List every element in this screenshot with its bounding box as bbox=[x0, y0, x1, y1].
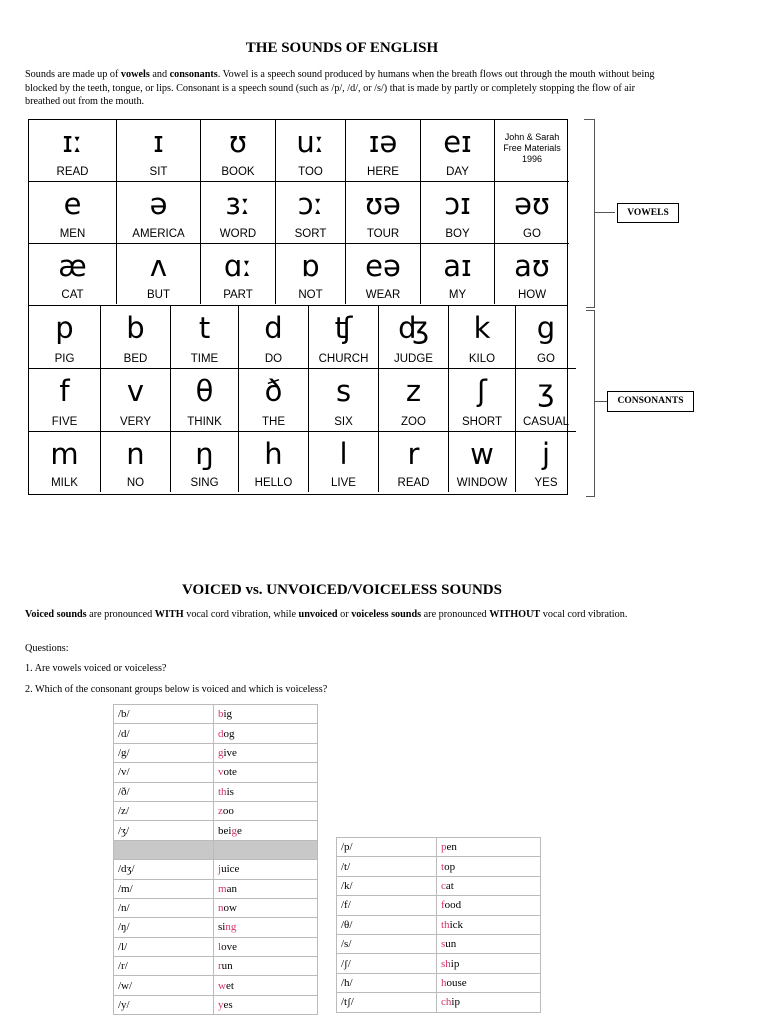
ipa-cell: /h/ bbox=[337, 973, 437, 992]
word-rest: og bbox=[223, 727, 235, 740]
consonant-cell bbox=[101, 432, 171, 492]
example-word: MY bbox=[448, 289, 467, 301]
vowel-cell bbox=[117, 182, 201, 244]
ipa-cell: /f/ bbox=[337, 896, 437, 915]
word-rest: es bbox=[223, 999, 233, 1012]
example-word: MEN bbox=[59, 228, 86, 240]
word-rest: ow bbox=[223, 902, 237, 915]
voiceless-consonants-table bbox=[336, 837, 541, 1013]
consonant-cell bbox=[101, 306, 171, 369]
consonant-cell bbox=[239, 432, 309, 492]
example-word: AMERICA bbox=[132, 228, 185, 240]
ipa-symbol: ɪ bbox=[153, 125, 164, 159]
word-rest: op bbox=[444, 860, 456, 873]
example-word: JUDGE bbox=[394, 353, 433, 365]
example-word: FIVE bbox=[51, 416, 78, 428]
example-word: TIME bbox=[190, 353, 219, 365]
voiced-definition: Voiced sounds are pronounced WITH vocal cord vibration, while unvoiced or voiceless sounds are pronounced WITHOUT vocal cord vibration. bbox=[25, 609, 628, 620]
vowel-cell bbox=[421, 182, 495, 244]
highlighted-letters: sh bbox=[441, 957, 451, 970]
consonant-chart bbox=[28, 306, 568, 495]
word-rest: ove bbox=[221, 940, 237, 953]
example-word: WINDOW bbox=[456, 477, 508, 489]
ipa-cell: /b/ bbox=[114, 705, 214, 724]
example-word: SIX bbox=[334, 416, 353, 428]
example-word: TOO bbox=[298, 166, 323, 178]
word-rest: ote bbox=[223, 766, 237, 779]
ipa-cell: /n/ bbox=[114, 898, 214, 917]
example-word: HOW bbox=[517, 289, 547, 301]
ipa-cell: /ð/ bbox=[114, 782, 214, 801]
table-row bbox=[114, 918, 318, 937]
vowel-cell bbox=[421, 120, 495, 182]
ipa-symbol: ʒ bbox=[537, 374, 555, 408]
ipa-cell: /s/ bbox=[337, 934, 437, 953]
example-word-cell bbox=[214, 918, 318, 937]
ipa-symbol: l bbox=[339, 437, 348, 471]
ipa-cell: /v/ bbox=[114, 763, 214, 782]
example-word: GO bbox=[537, 353, 555, 365]
consonant-cell bbox=[239, 369, 309, 432]
example-word-cell bbox=[214, 801, 318, 820]
consonant-cell bbox=[171, 306, 239, 369]
example-word: SING bbox=[190, 477, 219, 489]
example-word: GO bbox=[523, 228, 541, 240]
table-row bbox=[114, 879, 318, 898]
ipa-cell bbox=[114, 840, 214, 859]
example-word: CASUAL bbox=[522, 416, 570, 428]
ipa-cell: /ʒ/ bbox=[114, 821, 214, 840]
credit-text: John & Sarah Free Materials 1996 bbox=[503, 132, 561, 164]
consonant-cell bbox=[309, 432, 379, 492]
table-row bbox=[337, 993, 541, 1012]
example-word-cell bbox=[214, 937, 318, 956]
example-word: NO bbox=[126, 477, 145, 489]
consonant-cell bbox=[379, 369, 449, 432]
highlighted-letters: r bbox=[218, 960, 222, 973]
ipa-symbol: p bbox=[55, 311, 74, 345]
vowel-cell bbox=[276, 182, 346, 244]
word-rest: is bbox=[226, 785, 234, 798]
word-rest: uice bbox=[221, 863, 240, 876]
intro-paragraph: Sounds are made up of vowels and consonants. Vowel is a speech sound produced by humans when the breath flows out through the mouth without being blocked by the teeth, tongue, or lips. Consonant is a speech sound (such as /p/, /d/, or /s/) that is made by partly or completely stopping the flow of air breathed out from the mouth. bbox=[25, 69, 655, 108]
example-word: READ bbox=[56, 166, 89, 178]
word-rest: ick bbox=[449, 918, 464, 931]
table-row bbox=[337, 954, 541, 973]
word-rest: un bbox=[221, 960, 233, 973]
ipa-symbol: ʊə bbox=[365, 187, 401, 221]
page-title: THE SOUNDS OF ENGLISH bbox=[245, 40, 439, 56]
ipa-symbol: g bbox=[536, 311, 556, 345]
highlighted-letters: ng bbox=[225, 921, 237, 934]
example-word-cell bbox=[214, 840, 318, 859]
consonant-cell bbox=[29, 306, 101, 369]
example-word: CHURCH bbox=[318, 353, 369, 365]
vowel-cell bbox=[495, 244, 569, 304]
highlighted-letters: p bbox=[441, 841, 447, 854]
consonant-cell bbox=[309, 369, 379, 432]
example-word-cell bbox=[437, 915, 541, 934]
highlighted-letters: v bbox=[218, 766, 224, 779]
table-row bbox=[114, 724, 318, 743]
table-row bbox=[114, 821, 318, 840]
ipa-symbol: ə bbox=[149, 187, 168, 221]
ipa-symbol: r bbox=[407, 437, 420, 471]
consonant-cell bbox=[449, 432, 516, 492]
vowel-cell bbox=[346, 244, 421, 304]
vowel-cell bbox=[29, 244, 117, 304]
example-word: SIT bbox=[149, 166, 168, 178]
ipa-symbol: eɪ bbox=[443, 125, 472, 159]
example-word-cell bbox=[214, 957, 318, 976]
word-rest: ip bbox=[450, 957, 460, 970]
consonant-cell bbox=[516, 369, 576, 432]
ipa-symbol: ɔː bbox=[297, 187, 324, 221]
example-word: MILK bbox=[51, 477, 78, 489]
questions-label: Questions: bbox=[25, 643, 69, 654]
ipa-symbol: d bbox=[264, 311, 283, 345]
highlighted-letters: z bbox=[218, 805, 223, 818]
table-row bbox=[114, 743, 318, 762]
example-word: BUT bbox=[147, 289, 170, 301]
word-rest: un bbox=[445, 938, 457, 951]
vowel-cell bbox=[117, 244, 201, 304]
vowel-cell bbox=[421, 244, 495, 304]
example-word-cell bbox=[214, 860, 318, 879]
ipa-cell: /ŋ/ bbox=[114, 918, 214, 937]
ipa-symbol: ɒ bbox=[301, 249, 320, 283]
ipa-symbol: ŋ bbox=[195, 437, 214, 471]
example-word: KILO bbox=[468, 353, 496, 365]
word-rest: en bbox=[446, 841, 457, 854]
consonant-cell bbox=[101, 369, 171, 432]
word-rest: e bbox=[236, 824, 242, 837]
word-prefix: si bbox=[218, 921, 226, 934]
ipa-cell: /tʃ/ bbox=[337, 993, 437, 1012]
ipa-cell: /θ/ bbox=[337, 915, 437, 934]
consonant-bracket bbox=[586, 310, 595, 497]
table-row bbox=[337, 838, 541, 857]
example-word-cell bbox=[214, 743, 318, 762]
example-word: TOUR bbox=[366, 228, 400, 240]
highlighted-letters: t bbox=[441, 860, 445, 873]
example-word-cell bbox=[214, 995, 318, 1014]
vowel-cell bbox=[276, 244, 346, 304]
ipa-symbol: aʊ bbox=[514, 249, 550, 283]
example-word: HELLO bbox=[254, 477, 293, 489]
ipa-cell: /ʃ/ bbox=[337, 954, 437, 973]
word-prefix: bei bbox=[218, 824, 232, 837]
example-word: READ bbox=[397, 477, 430, 489]
vowel-bracket-pointer bbox=[595, 212, 615, 213]
ipa-cell: /l/ bbox=[114, 937, 214, 956]
vowels-label: VOWELS bbox=[617, 203, 679, 223]
vowel-cell bbox=[117, 120, 201, 182]
table-row bbox=[114, 801, 318, 820]
highlighted-letters: th bbox=[441, 918, 450, 931]
example-word-cell bbox=[214, 976, 318, 995]
vowel-cell bbox=[346, 182, 421, 244]
ipa-cell: /w/ bbox=[114, 976, 214, 995]
example-word-cell bbox=[214, 705, 318, 724]
ipa-symbol: uː bbox=[296, 125, 325, 159]
highlighted-letters: f bbox=[441, 899, 445, 912]
example-word-cell bbox=[437, 973, 541, 992]
table-row bbox=[337, 973, 541, 992]
ipa-symbol: ʃ bbox=[477, 374, 487, 408]
ipa-symbol: ɪə bbox=[368, 125, 398, 159]
ipa-cell: /t/ bbox=[337, 857, 437, 876]
consonant-cell bbox=[29, 369, 101, 432]
example-word: THINK bbox=[187, 416, 222, 428]
highlighted-letters: h bbox=[441, 976, 447, 989]
table-row bbox=[114, 840, 318, 859]
ipa-cell: /p/ bbox=[337, 838, 437, 857]
word-rest: an bbox=[226, 882, 237, 895]
example-word-cell bbox=[214, 821, 318, 840]
consonant-cell bbox=[379, 432, 449, 492]
example-word: SORT bbox=[294, 228, 327, 240]
question-1: 1. Are vowels voiced or voiceless? bbox=[25, 663, 167, 674]
example-word-cell bbox=[437, 993, 541, 1012]
example-word: DO bbox=[264, 353, 283, 365]
word-rest: ood bbox=[444, 899, 462, 912]
table-row bbox=[337, 876, 541, 895]
example-word-cell bbox=[214, 898, 318, 917]
ipa-symbol: h bbox=[264, 437, 283, 471]
vowel-cell bbox=[495, 182, 569, 244]
vowel-cell bbox=[346, 120, 421, 182]
example-word-cell bbox=[214, 782, 318, 801]
highlighted-letters: b bbox=[218, 708, 224, 721]
example-word-cell bbox=[437, 838, 541, 857]
ipa-symbol: ɜː bbox=[225, 187, 251, 221]
consonant-cell bbox=[171, 369, 239, 432]
ipa-cell: /dʒ/ bbox=[114, 860, 214, 879]
highlighted-letters: y bbox=[218, 999, 224, 1012]
example-word: WEAR bbox=[365, 289, 401, 301]
ipa-symbol: e bbox=[63, 187, 82, 221]
section-title: VOICED vs. UNVOICED/VOICELESS SOUNDS bbox=[181, 582, 502, 598]
ipa-symbol: t bbox=[198, 311, 211, 345]
word-rest: oo bbox=[222, 805, 234, 818]
vowel-cell bbox=[276, 120, 346, 182]
word-rest: at bbox=[445, 879, 454, 892]
ipa-symbol: z bbox=[405, 374, 422, 408]
consonant-cell bbox=[171, 432, 239, 492]
ipa-symbol: ʧ bbox=[334, 311, 353, 345]
highlighted-letters: th bbox=[218, 785, 227, 798]
table-row bbox=[114, 782, 318, 801]
example-word: WORD bbox=[219, 228, 257, 240]
ipa-symbol: n bbox=[126, 437, 145, 471]
highlighted-letters: n bbox=[218, 902, 224, 915]
ipa-symbol: ɑː bbox=[223, 249, 253, 283]
highlighted-letters: g bbox=[231, 824, 237, 837]
consonant-bracket-pointer bbox=[595, 401, 607, 402]
example-word: NOT bbox=[298, 289, 323, 301]
ipa-cell: /y/ bbox=[114, 995, 214, 1014]
consonant-cell bbox=[309, 306, 379, 369]
consonant-cell bbox=[29, 432, 101, 492]
question-2: 2. Which of the consonant groups below is voiced and which is voiceless? bbox=[25, 684, 328, 695]
consonant-cell bbox=[516, 432, 576, 492]
consonant-cell bbox=[449, 306, 516, 369]
example-word-cell bbox=[437, 857, 541, 876]
ipa-cell: /z/ bbox=[114, 801, 214, 820]
table-row bbox=[114, 705, 318, 724]
highlighted-letters: d bbox=[218, 727, 224, 740]
ipa-symbol: ɔɪ bbox=[444, 187, 471, 221]
example-word: SHORT bbox=[461, 416, 503, 428]
example-word: HERE bbox=[367, 166, 399, 178]
ipa-symbol: j bbox=[541, 437, 551, 471]
example-word-cell bbox=[214, 763, 318, 782]
table-row bbox=[114, 976, 318, 995]
example-word-cell bbox=[437, 954, 541, 973]
highlighted-letters: l bbox=[218, 940, 222, 953]
ipa-symbol: θ bbox=[195, 374, 214, 408]
ipa-symbol: k bbox=[473, 311, 491, 345]
vowel-cell bbox=[201, 244, 276, 304]
example-word: LIVE bbox=[331, 477, 356, 489]
highlighted-letters: w bbox=[218, 979, 226, 992]
credit-cell bbox=[495, 120, 569, 182]
vowel-cell bbox=[201, 120, 276, 182]
highlighted-letters: m bbox=[218, 882, 227, 895]
example-word: DAY bbox=[446, 166, 469, 178]
ipa-symbol: b bbox=[126, 311, 145, 345]
vowel-cell bbox=[201, 182, 276, 244]
ipa-symbol: əʊ bbox=[514, 187, 550, 221]
table-row bbox=[337, 896, 541, 915]
ipa-cell: /k/ bbox=[337, 876, 437, 895]
highlighted-letters: s bbox=[441, 938, 446, 951]
example-word: BED bbox=[123, 353, 148, 365]
vowel-cell bbox=[29, 182, 117, 244]
table-row bbox=[337, 934, 541, 953]
ipa-symbol: aɪ bbox=[443, 249, 472, 283]
ipa-symbol: ɪː bbox=[62, 125, 83, 159]
example-word: BOOK bbox=[221, 166, 255, 178]
ipa-symbol: s bbox=[335, 374, 352, 408]
ipa-symbol: m bbox=[50, 437, 79, 471]
ipa-cell: /r/ bbox=[114, 957, 214, 976]
table-row bbox=[114, 995, 318, 1014]
table-row bbox=[114, 898, 318, 917]
ipa-symbol: w bbox=[470, 437, 494, 471]
ipa-symbol: eə bbox=[365, 249, 401, 283]
consonant-cell bbox=[239, 306, 309, 369]
vowel-chart bbox=[28, 119, 568, 306]
table-row bbox=[337, 915, 541, 934]
word-rest: ive bbox=[223, 746, 237, 759]
example-word: VERY bbox=[119, 416, 152, 428]
ipa-cell: /m/ bbox=[114, 879, 214, 898]
example-word: YES bbox=[534, 477, 558, 489]
word-rest: ouse bbox=[446, 976, 467, 989]
highlighted-letters: ch bbox=[441, 996, 452, 1009]
table-row bbox=[114, 957, 318, 976]
voiced-consonants-table bbox=[113, 704, 318, 1015]
word-rest: ig bbox=[223, 708, 233, 721]
ipa-cell: /g/ bbox=[114, 743, 214, 762]
example-word: CAT bbox=[61, 289, 84, 301]
table-row bbox=[114, 860, 318, 879]
example-word-cell bbox=[437, 896, 541, 915]
example-word: THE bbox=[262, 416, 285, 428]
example-word-cell bbox=[437, 876, 541, 895]
ipa-symbol: f bbox=[59, 374, 70, 408]
ipa-symbol: ʌ bbox=[149, 249, 168, 283]
table-row bbox=[114, 763, 318, 782]
consonant-cell bbox=[449, 369, 516, 432]
consonant-cell bbox=[516, 306, 576, 369]
example-word-cell bbox=[214, 724, 318, 743]
example-word-cell bbox=[214, 879, 318, 898]
vowel-bracket bbox=[586, 119, 595, 308]
example-word: PART bbox=[223, 289, 253, 301]
ipa-symbol: v bbox=[126, 374, 145, 408]
ipa-symbol: ð bbox=[264, 374, 283, 408]
word-rest: et bbox=[225, 979, 234, 992]
highlighted-letters: g bbox=[218, 746, 224, 759]
consonant-cell bbox=[379, 306, 449, 369]
table-row bbox=[337, 857, 541, 876]
consonants-label: CONSONANTS bbox=[607, 391, 694, 412]
highlighted-letters: j bbox=[218, 863, 222, 876]
word-rest: ip bbox=[451, 996, 460, 1009]
example-word: BOY bbox=[445, 228, 470, 240]
example-word-cell bbox=[437, 934, 541, 953]
highlighted-letters: c bbox=[441, 879, 446, 892]
ipa-symbol: ʊ bbox=[229, 125, 247, 159]
ipa-cell: /d/ bbox=[114, 724, 214, 743]
example-word: PIG bbox=[54, 353, 75, 365]
table-row bbox=[114, 937, 318, 956]
ipa-symbol: æ bbox=[58, 249, 87, 283]
example-word: ZOO bbox=[401, 416, 426, 428]
ipa-symbol: ʤ bbox=[398, 311, 429, 345]
vowel-cell bbox=[29, 120, 117, 182]
